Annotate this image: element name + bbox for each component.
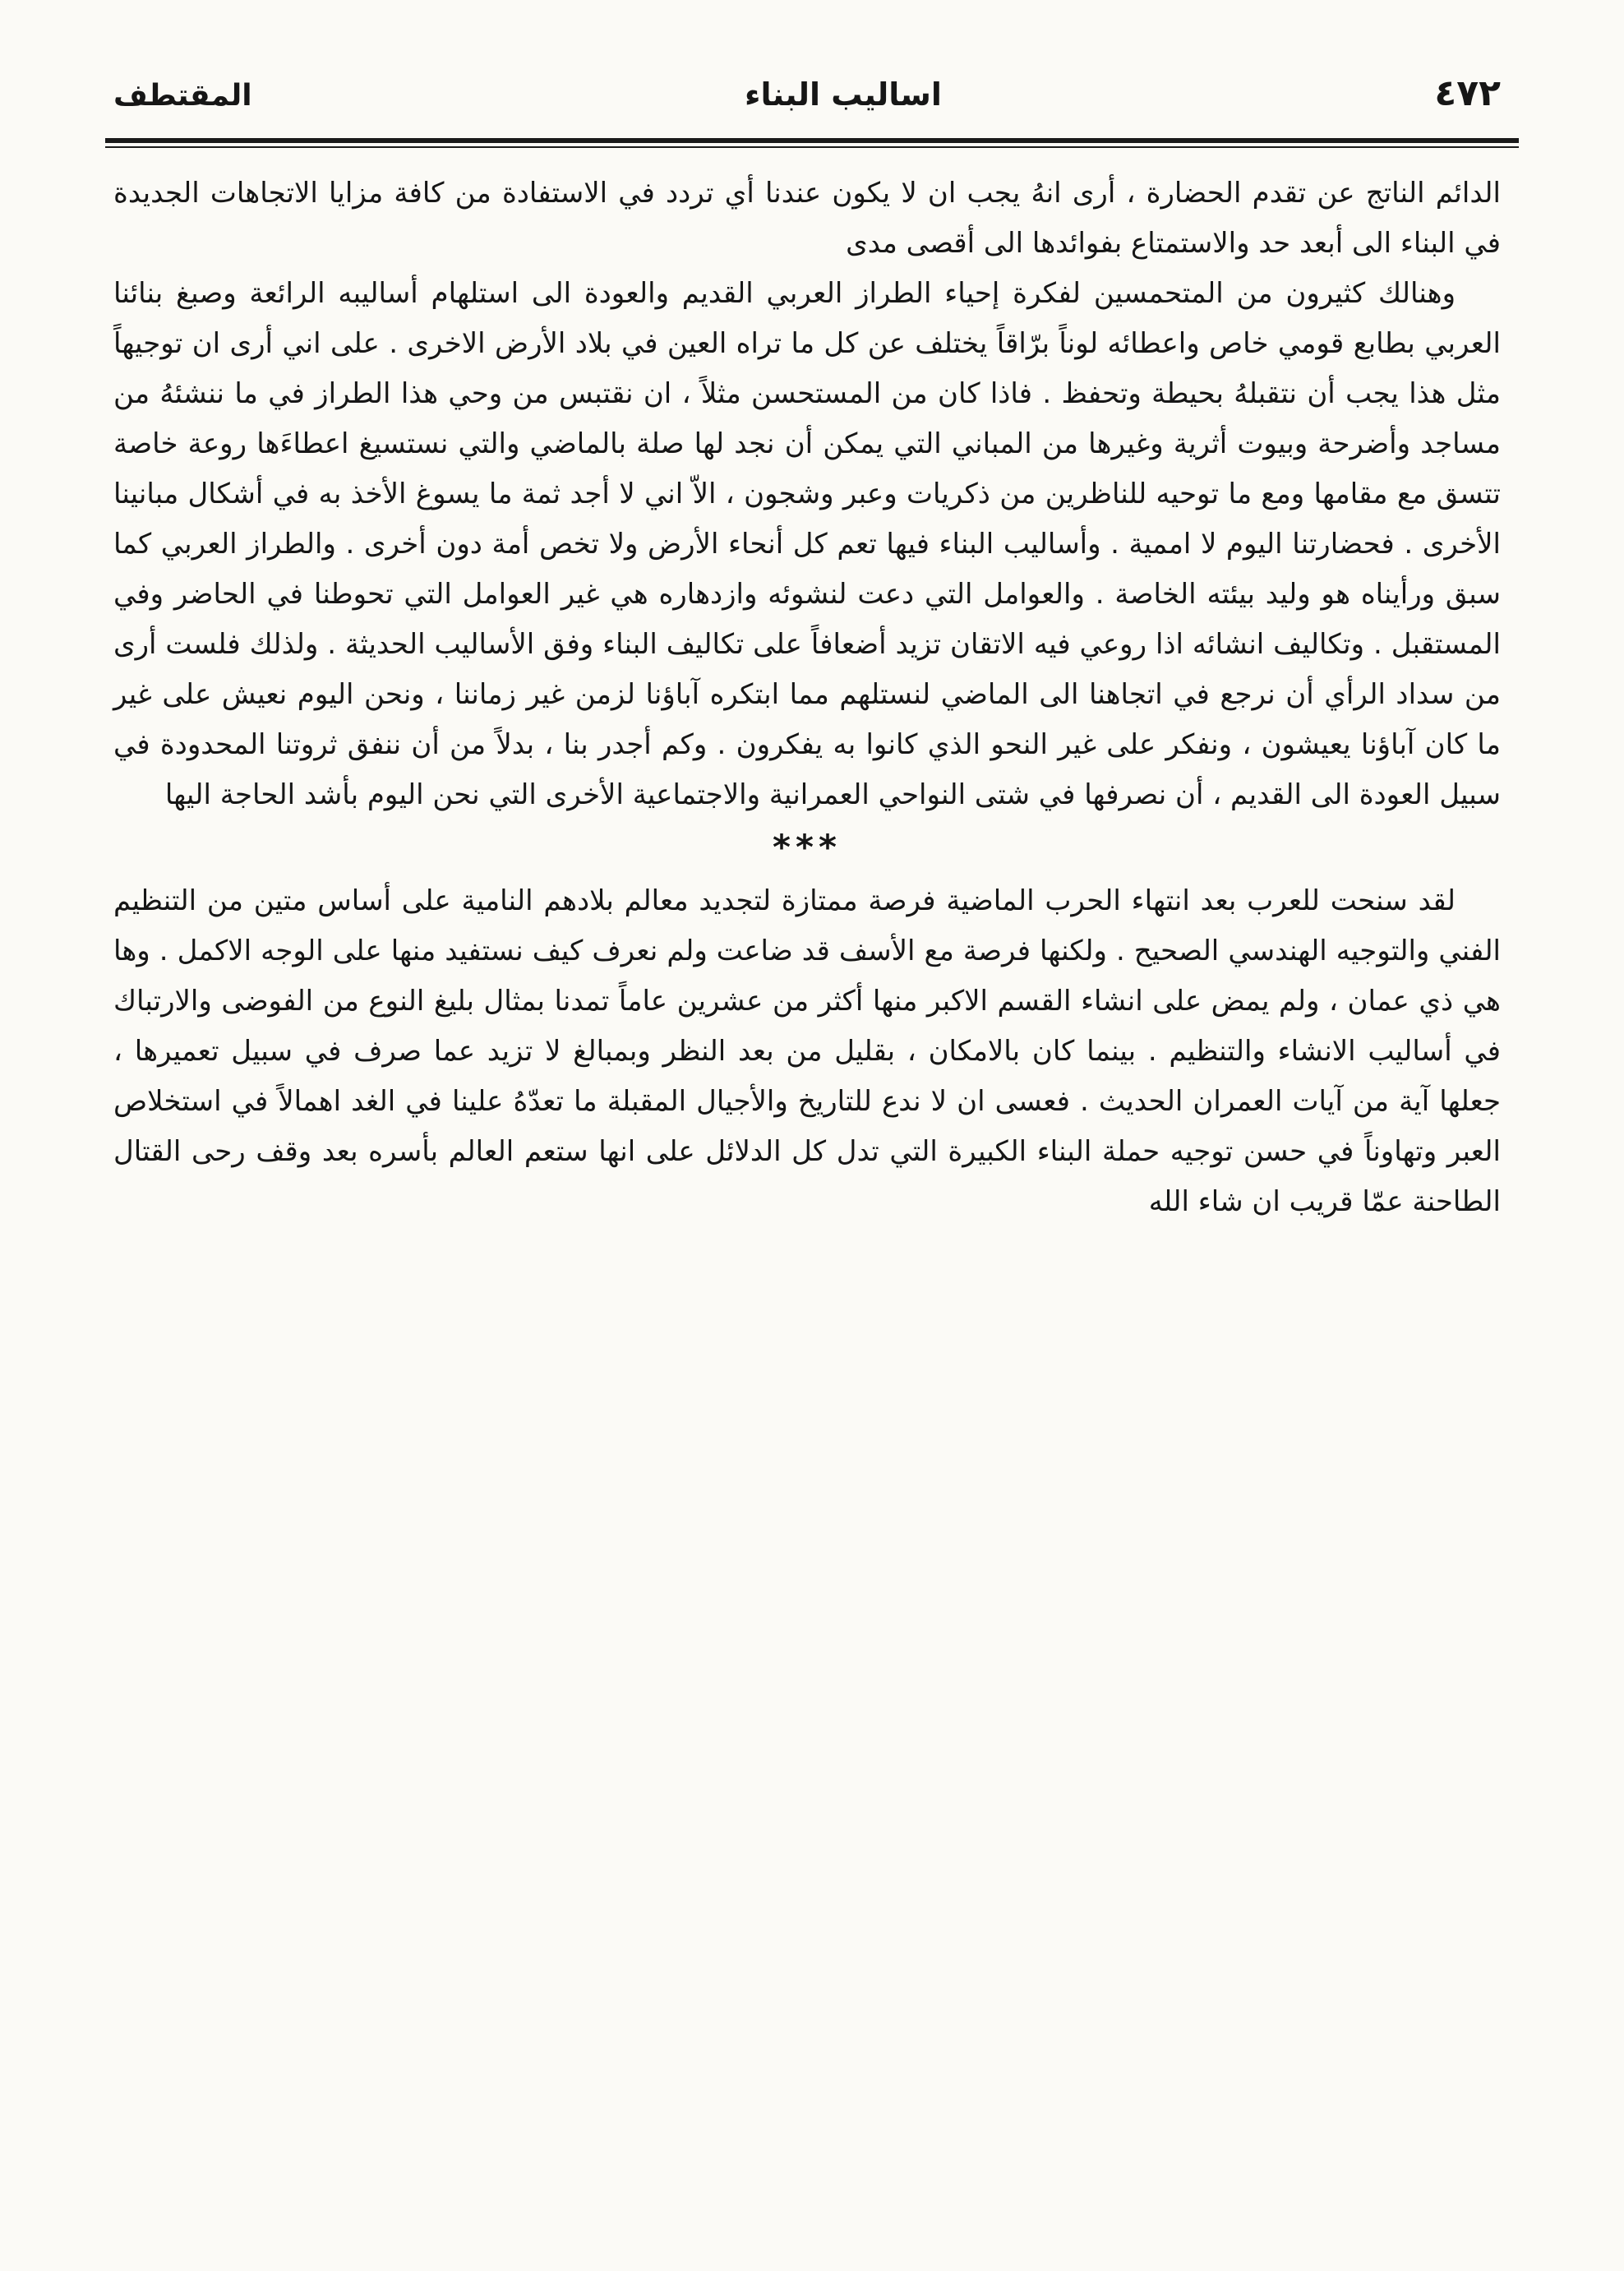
paragraph: لقد سنحت للعرب بعد انتهاء الحرب الماضية فرصة ممتازة لتجديد معالم بلادهم النامية على أساس متين من التنظيم الفني والتوجيه الهندسي الصحيح . ولكنها فرصة مع الأسف قد ضاعت ولم نعرف كيف نستفيد منها على الوجه الاكمل . وها هي ذي عمان ، ولم يمض على انشاء القسم الاكبر منها أكثر من عشرين عاماً تمدنا بمثال بليغ النوع من الفوضى والارتباك في أساليب الانشاء والتنظيم . بينما كان بالامكان ، بقليل من بعد النظر وبمبالغ لا تزيد عما صرف في سبيل تعميرها ، جعلها آية من آيات العمران الحديث . فعسى ان لا ندع للتاريخ والأجيال المقبلة ما تعدّهُ علينا في الغد اهمالاً في استخلاص العبر وتهاوناً في حسن توجيه حملة البناء الكبيرة التي تدل كل الدلائل على انها ستعم العالم بأسره بعد وقف رحى القتال الطاحنة عمّا قريب ان شاء الله (113, 884, 1501, 1218)
header-rule (105, 138, 1519, 148)
section-divider: *** (773, 827, 842, 867)
article-body (113, 168, 1501, 1227)
paragraph: وهنالك كثيرون من المتحمسين لفكرة إحياء الطراز العربي القديم والعودة الى استلهام أساليبه الرائعة وصبغ بنائنا العربي بطابع قومي خاص واعطائه لوناً برّاقاً يختلف عن كل ما تراه العين في بلاد الأرض الاخرى . على اني أرى ان توجيهاً مثل هذا يجب أن نتقبلهُ بحيطة وتحفظ . فاذا كان من المستحسن مثلاً ، ان نقتبس من وحي هذا الطراز في ما ننشئهُ من مساجد وأضرحة وبيوت أثرية وغيرها من المباني التي يمكن أن نجد لها صلة بالماضي والتي نستسيغ اعطاءَها روعة خاصة تتسق مع مقامها ومع ما توحيه للناظرين من ذكريات وعبر وشجون ، الاّ اني لا أجد ثمة ما يسوغ الأخذ به في أشكال مبانينا الأخرى . فحضارتنا اليوم لا اممية . وأساليب البناء فيها تعم كل أنحاء الأرض ولا تخص أمة دون أخرى . والطراز العربي كما سبق ورأيناه هو وليد بيئته الخاصة . والعوامل التي دعت لنشوئه وازدهاره هي غير العوامل التي تحوطنا في الحاضر وفي المستقبل . وتكاليف انشائه اذا روعي فيه الاتقان تزيد أضعافاً على تكاليف البناء وفق الأساليب الحديثة . ولذلك فلست أرى من سداد الرأي أن نرجع في اتجاهنا الى الماضي لنستلهم مما ابتكره آباؤنا لزمن غير زماننا ، ونحن اليوم نعيش على غير ما كان آباؤنا يعيشون ، ونفكر على غير النحو الذي كانوا به يفكرون . وكم أجدر بنا ، بدلاً من أن ننفق ثروتنا المحدودة في سبيل العودة الى القديم ، أن نصرفها في شتى النواحي العمرانية والاجتماعية الأخرى التي نحن اليوم بأشد الحاجة اليها (113, 277, 1501, 811)
article-title: اساليب البناء (745, 76, 942, 113)
paragraph: الدائم الناتج عن تقدم الحضارة ، أرى انهُ يجب ان لا يكون عندنا أي تردد في الاستفادة من كافة مزايا الاتجاهات الجديدة في البناء الى أبعد حد والاستمتاع بفوائدها الى أقصى مدى (113, 177, 1501, 260)
page-header (113, 72, 1501, 114)
page-number: ٤٧٢ (1434, 72, 1501, 114)
magazine-name: المقتطف (113, 79, 252, 113)
